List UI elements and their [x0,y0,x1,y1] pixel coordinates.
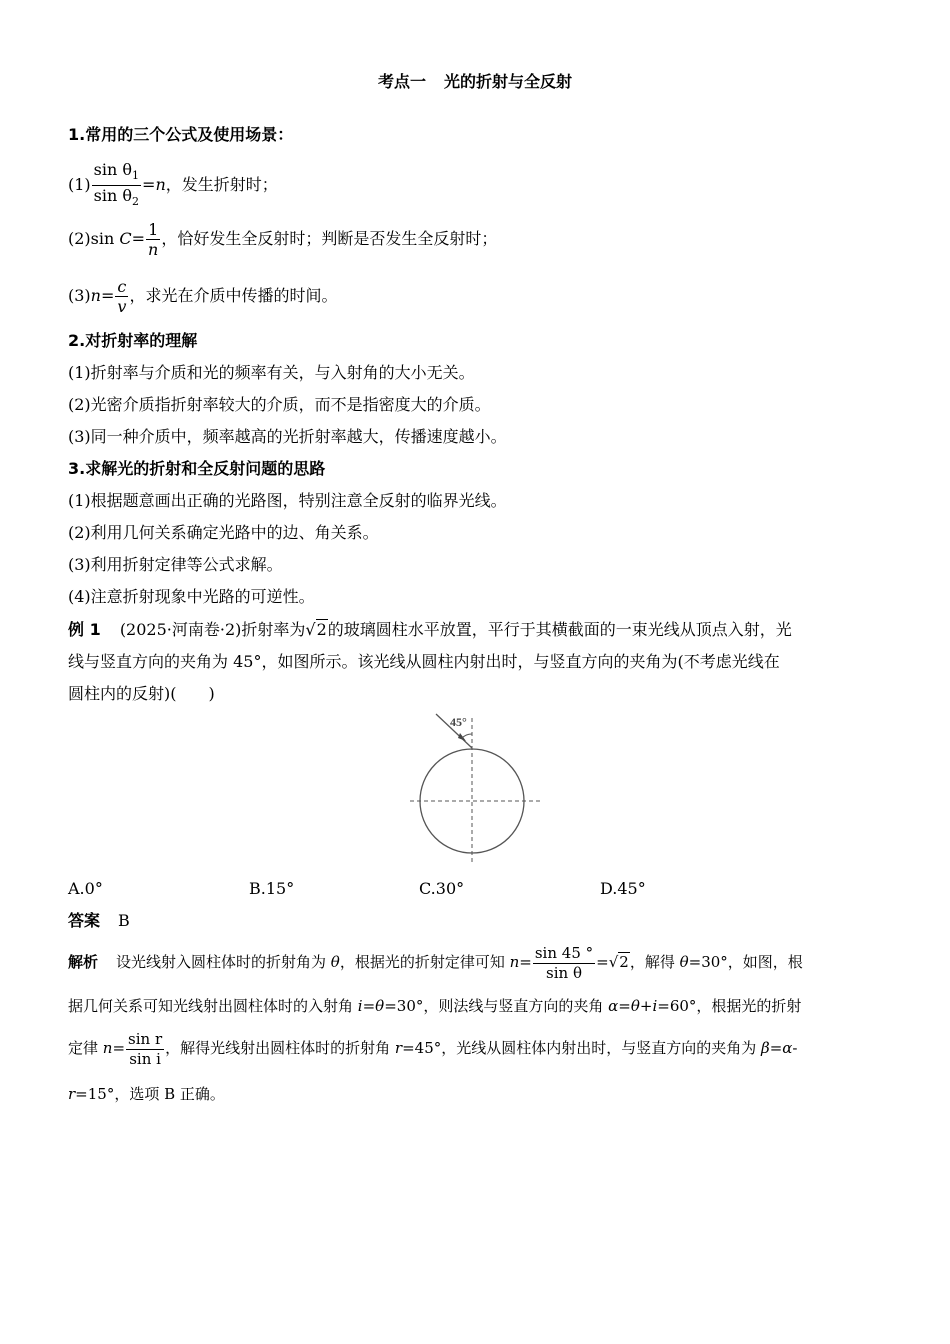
solution-text: =60°，根据光的折射 [657,997,802,1015]
solution-text: ，解得 [629,953,680,971]
section3-item: (2)利用几何关系确定光路中的边、角关系。 [68,523,379,542]
formula-1-denominator: sin θ [93,186,133,206]
section2-item: (3)同一种介质中，频率越高的光折射率越大，传播速度越小。 [68,427,507,446]
example-text-a: 折射率为 [241,620,306,639]
solution-text: = [618,997,631,1015]
section2-item: (1)折射率与介质和光的频率有关，与入射角的大小无关。 [68,363,475,382]
page-title [0,69,950,92]
sqrt-radicand: 2 [619,953,629,971]
answer-value: B [118,911,130,930]
formula-2-fraction [146,220,160,259]
solution-var: θ [330,953,340,971]
formula-3-var: n [90,286,101,305]
solution-var: θ [375,997,385,1015]
formula-1 [68,160,278,211]
solution-text: =45°，光线从圆柱体内射出时，与竖直方向的夹角为 [402,1039,762,1057]
section3-item: (1)根据题意画出正确的光路图，特别注意全反射的临界光线。 [68,491,507,510]
formula-1-prefix: (1) [68,175,91,195]
sqrt-radicand: 2 [316,620,327,639]
formula-2-prefix: (2)sin [68,229,120,248]
formula-2-var: C [119,229,132,248]
section2-heading: 2.对折射率的理解 [68,331,198,350]
solution-text: =30°，如图，根 [688,953,803,971]
formula-2-denominator: n [148,240,159,259]
formula-3-numerator: c [115,277,128,297]
example-line-2: 线与竖直方向的夹角为 45°，如图所示。该光线从圆柱内射出时，与竖直方向的夹角为(不考虑光线在 [68,652,780,671]
cylinder-figure [400,708,550,868]
angle-label: 45° [450,715,467,729]
example-label: 例 1 [68,620,101,639]
formula-2-eq: = [131,229,146,248]
example-source: (2025·河南卷·2) [119,620,242,639]
section1-heading: 1.常用的三个公式及使用场景： [68,125,294,144]
solution-line-1 [68,942,803,983]
solution-text: =15°，选项 B 正确。 [75,1085,225,1103]
solution-fraction-1 [533,944,595,983]
solution-var: α [782,1039,793,1057]
formula-1-text: ，发生折射时； [165,175,278,195]
solution-var: i [652,997,658,1015]
solution-text: + [639,997,653,1015]
solution-var: β [761,1039,770,1057]
formula-1-var: n [155,175,166,195]
fraction-denominator: sin θ [546,963,582,982]
solution-fraction-2 [126,1030,164,1069]
section3-heading: 3.求解光的折射和全反射问题的思路 [68,459,326,478]
formula-3-prefix: (3) [68,286,91,305]
answer-line [68,911,130,931]
solution-text: = [519,953,532,971]
solution-text: = [112,1039,126,1057]
solution-var: n [509,953,520,971]
solution-text: 定律 [68,1039,103,1057]
example-line-3: 圆柱内的反射)( ) [68,684,215,703]
solution-text: ，解得光线射出圆柱体时的折射角 [165,1039,395,1057]
solution-var: i [357,997,363,1015]
solution-text: ，根据光的折射定律可知 [339,953,510,971]
fraction-denominator: sin i [129,1049,161,1068]
option-c: C.30° [419,879,465,898]
section3-item: (3)利用折射定律等公式求解。 [68,555,283,574]
option-d: D.45° [600,879,646,898]
option-a: A.0° [68,879,103,898]
solution-var: n [102,1039,113,1057]
answer-label: 答案 [68,911,101,930]
solution-var: r [68,1085,76,1103]
solution-var: α [608,997,619,1015]
formula-1-den-sub: 2 [132,195,140,209]
fraction-numerator: sin r [128,1029,163,1048]
section2-item: (2)光密介质指折射率较大的介质，而不是指密度大的介质。 [68,395,491,414]
solution-text: = [596,953,609,971]
solution-text: - [792,1039,798,1057]
solution-line-2 [68,996,801,1016]
solution-text: 设光线射入圆柱体时的折射角为 [116,953,331,971]
fraction-numerator: sin 45 ° [534,943,594,962]
solution-text: 据几何关系可知光线射出圆柱体时的入射角 [68,997,358,1015]
incident-ray-arrow [458,733,466,741]
formula-3-eq: = [100,286,115,305]
sqrt-2: √2 [305,620,327,639]
solution-text: =30°，则法线与竖直方向的夹角 [384,997,609,1015]
title-part1: 考点一 [377,72,426,91]
solution-line-3 [68,1028,798,1069]
sqrt-2: √2 [608,953,629,971]
solution-text: = [362,997,376,1015]
formula-2 [68,219,497,259]
formula-1-fraction [92,160,141,211]
formula-1-numerator: sin θ [93,160,133,179]
option-b: B.15° [249,879,295,898]
example-text-b: 的玻璃圆柱水平放置，平行于其横截面的一束光线从顶点入射，光 [327,620,792,639]
title-part2: 光的折射与全反射 [444,72,573,91]
formula-3 [68,276,337,316]
solution-var: r [394,1039,403,1057]
formula-1-num-sub: 1 [132,169,140,183]
formula-3-text: ，求光在介质中传播的时间。 [129,286,338,305]
example-line-1 [68,620,792,640]
formula-3-fraction [115,277,128,316]
formula-3-denominator: v [117,297,127,316]
formula-2-text: ，恰好发生全反射时；判断是否发生全反射时； [161,229,498,248]
solution-label: 解析 [68,953,99,971]
solution-var: θ [679,953,689,971]
section3-item: (4)注意折射现象中光路的可逆性。 [68,587,315,606]
solution-line-4 [68,1084,225,1104]
formula-2-numerator: 1 [146,220,160,240]
solution-var: θ [630,997,640,1015]
angle-arc [462,734,472,738]
formula-1-eq: = [142,175,156,195]
solution-text: = [769,1039,783,1057]
